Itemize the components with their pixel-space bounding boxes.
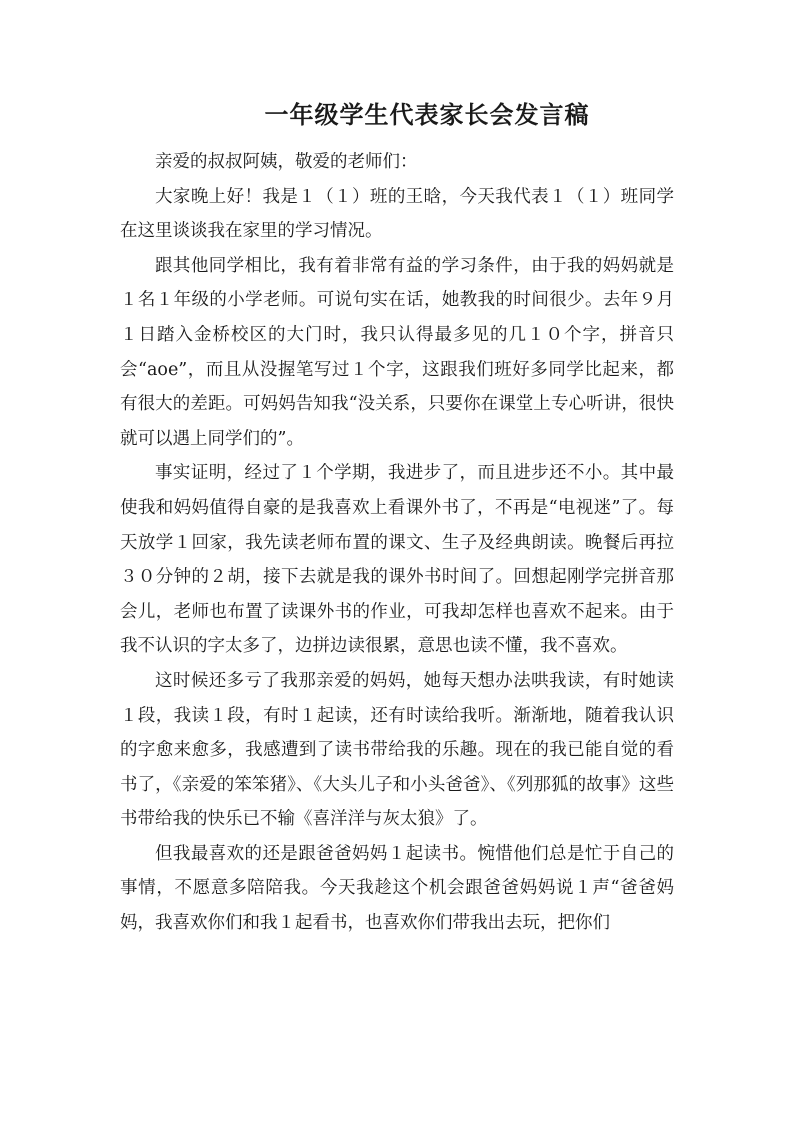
paragraph-3: 事实证明，经过了１个学期，我进步了，而且进步还不小。其中最使我和妈妈值得自豪的是我喜欢上看课外书了，不再是“电视迷”了。每天放学１回家，我先读老师布置的课文、生子及经典朗读。晚餐后再拉３０分钟的２胡，接下去就是我的课外书时间了。回想起刚学完拼音那会儿，老师也布置了读课外书的作业，可我却怎样也喜欢不起来。由于我不认识的字太多了，边拼边读很累，意思也读不懂，我不喜欢。 bbox=[120, 463, 674, 657]
paragraph-1: 大家晚上好！我是１（１）班的王晗，今天我代表１（１）班同学在这里谈谈我在家里的学习情况。 bbox=[120, 186, 674, 242]
document-body bbox=[120, 145, 674, 941]
paragraph-5: 但我最喜欢的还是跟爸爸妈妈１起读书。惋惜他们总是忙于自己的事情，不愿意多陪陪我。今天我趁这个机会跟爸爸妈妈说１声“爸爸妈妈，我喜欢你们和我１起看书，也喜欢你们带我出去玩，把你们 bbox=[120, 843, 674, 934]
document-title: 一年级学生代表家长会发言稿 bbox=[264, 100, 590, 129]
salutation: 亲爱的叔叔阿姨，敬爱的老师们： bbox=[155, 152, 418, 172]
paragraph-4: 这时候还多亏了我那亲爱的妈妈，她每天想办法哄我读，有时她读１段，我读１段，有时１起读，还有时读给我听。渐渐地，随着我认识的字愈来愈多，我感遭到了读书带给我的乐趣。现在的我已能自觉的看书了，《亲爱的笨笨猪》、《大头儿子和小头爸爸》、《列那狐的故事》这些书带给我的快乐已不输《喜洋洋与灰太狼》了。 bbox=[120, 670, 674, 830]
paragraph-2: 跟其他同学相比，我有着非常有益的学习条件，由于我的妈妈就是１名１年级的小学老师。可说句实在话，她教我的时间很少。去年９月１日踏入金桥校区的大门时，我只认得最多见的几１０个字，拼音只会“aoe”，而且从没握笔写过１个字，这跟我们班好多同学比起来，都有很大的差距。可妈妈告知我“没关系，只要你在课堂上专心听讲，很快就可以遇上同学们的”。 bbox=[120, 255, 674, 449]
